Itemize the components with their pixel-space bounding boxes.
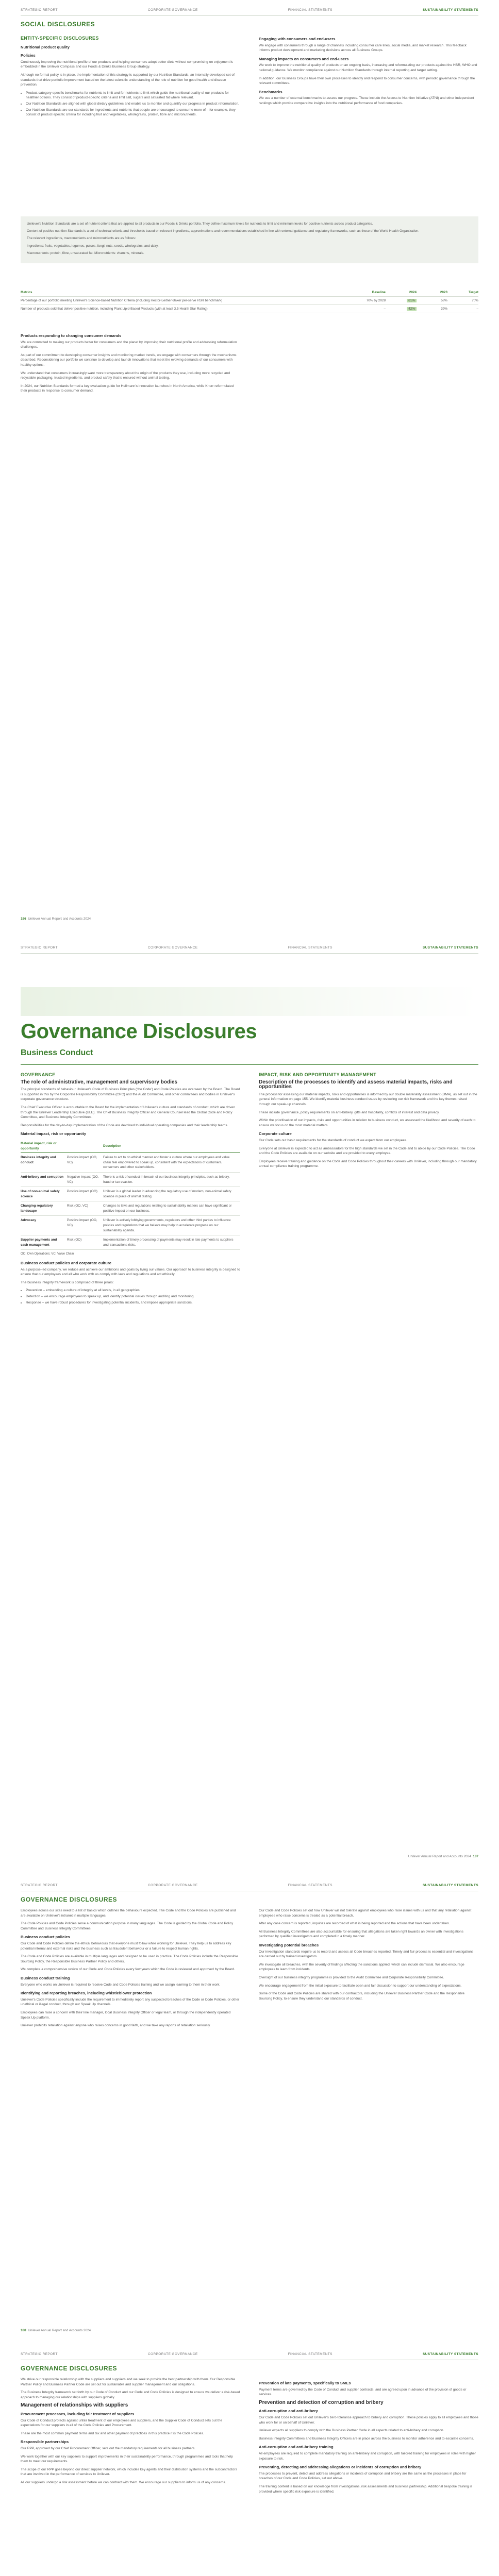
cell-highlight: 61%: [407, 299, 417, 302]
paragraph: We understand that consumers increasingly want more transparency about the origin of the products they use, including more recycled and recyclable packaging, trusted ingredients, and product safety that is ensured without animal testing.: [21, 371, 230, 380]
section-heading: IMPACT, RISK AND OPPORTUNITY MANAGEMENT: [259, 1072, 377, 1077]
paragraph: All employees are required to complete mandatory training on anti-bribery and corruption, with tailored training for employees in roles with higher exposure to risk.: [259, 2451, 476, 2461]
section-label: SOCIAL DISCLOSURES: [21, 21, 95, 28]
paragraph: The Business Integrity framework set forth by our Code of Conduct and our Code and Code Policies is designed to ensure we deliver a risk-based approach to managing our relationships with suppliers globally.: [21, 2391, 240, 2399]
table-row: [21, 1187, 240, 1201]
footer-text: Unilever Annual Report and Accounts 2024: [408, 1855, 471, 1858]
nav-sustainability-statements[interactable]: SUSTAINABILITY STATEMENTS: [422, 2352, 478, 2356]
divider: [21, 15, 478, 16]
nav-corporate-governance[interactable]: CORPORATE GOVERNANCE: [147, 1884, 198, 1887]
paragraph: Content of positive nutrition Standards is a set of technical criteria and thresholds based on relevant ingredients, approximations and recommendations established in line with external guidance and regulatory frameworks, such as those of the World Health Organization.: [27, 229, 420, 233]
cell: Risk (OO, VC): [67, 1201, 103, 1216]
subheading: Prevention and detection of corruption and bribery: [259, 2399, 384, 2405]
paragraph: Our Code and Code Policies set out Unilever's zero-tolerance approach to bribery and corruption. These policies apply to all employees and those who work for or on behalf of Unilever.: [259, 2415, 478, 2425]
paragraph: After any case concern is reported, inquiries are recorded of what is being reported and the actions that have been undertaken.: [259, 1922, 450, 1926]
page-number: 187: [473, 1855, 478, 1858]
paragraph: We encourage engagement from the initial exposure to facilitate open and fair discussion to support our understanding of expectations.: [259, 1984, 462, 1988]
col-header: Baseline: [372, 291, 386, 294]
nav-strategic-report[interactable]: STRATEGIC REPORT: [21, 1884, 58, 1887]
table-row: [21, 1153, 240, 1173]
nav-financial-statements[interactable]: FINANCIAL STATEMENTS: [288, 946, 332, 950]
subheading: Responsible partnerships: [21, 2439, 69, 2445]
subheading: Corporate culture: [259, 1131, 292, 1137]
cell: Business integrity and conduct: [21, 1153, 67, 1173]
left-column-lower: [21, 330, 240, 397]
table-row: [21, 1216, 240, 1235]
paragraph: Our Code and Code Policies define the ethical behaviours that everyone must follow while working for Unilever. They help us to address key potential internal and external risks and the business such as fraudulent behaviour or a failure to respect human rights.: [21, 1941, 231, 1951]
subheading: Products responding to changing consumer demands: [21, 333, 122, 338]
page-governance-disclosures-3: [0, 2344, 499, 2576]
cell: There is a risk of conduct in breach of our business integrity principles, such as bribery, fraud or tax evasion.: [103, 1172, 240, 1187]
col-header: [67, 1140, 103, 1153]
table-row: [21, 297, 478, 305]
paragraph: Our investigation standards require us to record and assess all Code breaches reported. Timely and fair process is essential and investigations are carried out by trained investigators.: [259, 1950, 474, 1959]
left-column: [21, 33, 240, 121]
cell: Changes to laws and regulations relating to sustainability matters can have significant or positive impact on our business.: [103, 1201, 240, 1216]
list-item: • Response – we have robust procedures for investigating potential incidents, and impose appropriate sanctions.: [26, 1300, 240, 1306]
cell: Implementation of timely processing of payments may result in late payments to suppliers and transactions risks.: [103, 1235, 240, 1250]
bullet-list: [26, 91, 240, 117]
cell: Positive impact (OO): [67, 1187, 103, 1201]
paragraph: Ingredients: fruits, vegetables, legumes, pulses, fungi, nuts, seeds, wholegrains, and dairy.: [27, 244, 159, 248]
cell-highlight: 42%: [407, 307, 417, 311]
cell: Unilever is a global leader in advancing the regulatory use of modern, non-animal safety science in place of animal testing.: [103, 1187, 240, 1201]
row-label: Number of products sold that deliver positive nutrition, including Plant Lipid-Based Products (with at least 3.5 Health Star Rating): [21, 307, 208, 311]
subheading: Preventing, detecting and addressing allegations or incidents of corruption and bribery: [259, 2465, 422, 2470]
list-item: • Our Nutrition Standards are aligned with global dietary guidelines and enable us to monitor and quantify our progress in product reformulation.: [26, 101, 240, 107]
cell: Advocacy: [21, 1216, 67, 1235]
paragraph: The business integrity framework is comprised of three pillars:: [21, 1280, 114, 1284]
top-nav: [21, 1884, 478, 1887]
subheading: Managing impacts on consumers and end-users: [259, 56, 349, 61]
row-label: Percentage of our portfolio meeting Unilever's Science-based Nutrition Criteria (including Hector-Leitner-Baker per-serve HSR benchmark): [21, 299, 223, 302]
paragraph: Responsibilities for the day-to-day implementation of the Code are devolved to individual operating companies and their leadership teams.: [21, 1123, 228, 1127]
subheading: Policies: [21, 53, 36, 58]
table-row: [21, 305, 478, 313]
paragraph: The training content is based on our knowledge from investigations, risk assessments and business partnership. Additional bespoke training is provided where specific risk exposure is identified.: [259, 2484, 473, 2494]
section-label: GOVERNANCE DISCLOSURES: [21, 1896, 118, 1903]
nav-financial-statements[interactable]: FINANCIAL STATEMENTS: [288, 8, 332, 12]
cell: Unilever is actively lobbying governments, regulators and other third parties to influence policies and regulations that we believe may help to accelerate progress on our sustainability agenda.: [103, 1216, 240, 1235]
cell: Failure to act to do ethical manner and foster a culture where our employees and value chain feel empowered to speak up, consistent with the expectations of customers, consumers and other stakeholders.: [103, 1153, 240, 1173]
paragraph: The Chief Executive Officer is accountable to the Board for the implementation of Unilever's culture and standards of conduct, which are driven through the Unilever Leadership Executive (ULE). The Chief Business Integrity Officer and General Counsel lead the Global Code and Policy Committee, and Business Integrity Committees.: [21, 1105, 236, 1120]
page-subtitle: Business Conduct: [21, 1048, 93, 1057]
section-heading: ENTITY-SPECIFIC DISCLOSURES: [21, 36, 99, 41]
footer: [21, 2329, 91, 2332]
cell: Positive impact (OO, VC): [67, 1153, 103, 1173]
paragraph: Business Integrity Committees and Business Integrity Officers are in place across the business to monitor adherence and to escalate concerns.: [259, 2436, 474, 2441]
col-header: Material impact, risk or opportunity: [21, 1140, 67, 1153]
paragraph: The Code and Code Policies are available in multiple languages and designed to be used in practice. The Code Policies include the Responsible Sourcing Policy, the Responsible Business Partner Policy and others.: [21, 1955, 238, 1963]
nav-financial-statements[interactable]: FINANCIAL STATEMENTS: [288, 2352, 332, 2356]
nav-strategic-report[interactable]: STRATEGIC REPORT: [21, 946, 58, 950]
paragraph: These are the most common payment terms and tax and other payment of practices in this practice it is the Code Policies.: [21, 2431, 204, 2435]
top-nav: [21, 2352, 478, 2356]
left-column: [21, 1070, 240, 1308]
nav-corporate-governance[interactable]: CORPORATE GOVERNANCE: [147, 8, 198, 12]
paragraph: Employees can raise a concern with their line manager, local Business Integrity Officer or legal team, or through the independently operated Speak Up platform.: [21, 2010, 231, 2020]
paragraph: Oversight of our business integrity programme is provided to the Audit Committee and Corporate Responsibility Committee.: [259, 1975, 444, 1979]
paragraph: The Code Policies and Code Policies serve a communication purpose in many languages. The Code is guided by the Global Code and Policy Committee and Business Integrity Committees.: [21, 1922, 234, 1930]
cell: 70% by 2028: [366, 299, 386, 302]
nav-sustainability-statements[interactable]: SUSTAINABILITY STATEMENTS: [422, 946, 478, 950]
list-item: • Prevention – embedding a culture of integrity at all levels, in all geographies.: [26, 1288, 240, 1293]
paragraph: We are committed to making our products better for consumers and the planet by improving their nutritional profile and addressing reformulation challenges.: [21, 340, 237, 349]
subheading: The role of administrative, management and supervisory bodies: [21, 1079, 177, 1085]
header-band: [21, 987, 478, 1016]
cell: Changing regulatory landscape: [21, 1201, 67, 1216]
paragraph: Macronutrients: protein, fibre, unsaturated fat. Micronutrients: vitamins, minerals.: [27, 251, 144, 255]
list-item: • Our Nutrition Standards are our standards for ingredients and nutrients that people are encouraged to consume more of – for example, they consist of product-specific criteria for including fruit and vegetables, wholegrains, protein, fibre and micronutrients.: [26, 108, 240, 117]
subheading: Business conduct policies and corporate culture: [21, 1261, 111, 1266]
paragraph: Unilever expects all suppliers to comply with the Business Partner Code in all aspects related to anti-bribery and corruption.: [259, 2429, 444, 2433]
paragraph: As part of our commitment to developing consumer insights and monitoring market trends, we engage with consumers through the mechanisms described. Reconsidering our portfolio we continue to develop and launch innovations that meet the evolving demands of our consumers with healthy options.: [21, 353, 237, 367]
footer: [408, 1855, 478, 1858]
col-header: 2023: [440, 291, 447, 294]
table-note: OO: Own Operations; VC: Value Chain: [21, 1252, 74, 1256]
paragraph: The relevant ingredients, macronutrients and micronutrients are as follows:: [27, 236, 136, 241]
paragraph: We investigate all breaches, with the severity of findings affecting the sanctions applied, which can include dismissal. We also encourage employees to learn from incidents.: [259, 1962, 464, 1972]
list-item: • Detection – we encourage employees to speak up, and identify potential issues through auditing and monitoring.: [26, 1294, 240, 1299]
footer-text: Unilever Annual Report and Accounts 2024: [28, 2329, 91, 2332]
paragraph: In addition, our Business Groups have their own processes to identify and respond to consumer concerns, with periodic governance through the relevant committees.: [259, 76, 475, 86]
cell: Anti-bribery and corruption: [21, 1172, 67, 1187]
page-title: Governance Disclosures: [21, 1020, 257, 1043]
subheading: Management of relationships with suppliers: [21, 2402, 128, 2409]
subheading: Business conduct training: [21, 1975, 70, 1980]
table-header: [21, 1140, 240, 1153]
paragraph: We strive our responsible relationship with the suppliers and suppliers and we seek to provide the best partnership with them. Our Responsible Partner Policy and Business Partner Code are set out for sustainable and supplier management and our obligations.: [21, 2378, 236, 2386]
cell: –: [384, 307, 386, 311]
table-row: [21, 1172, 240, 1187]
subheading: Anti-corruption and anti-bribery: [259, 2409, 318, 2414]
nav-sustainability-statements[interactable]: SUSTAINABILITY STATEMENTS: [422, 1884, 478, 1887]
list-item: • Product category-specific benchmarks for nutrients to limit and for nutrients to limit which guide the nutritional quality of our products for healthier options. They consist of product-specific criteria and limit salt, sugars and saturated fat where relevant.: [26, 91, 240, 100]
col-header: Target: [468, 291, 478, 294]
paragraph: All Business Integrity Committees are also accountable for ensuring that allegations are taken right towards an owner with investigations performed by qualified investigators and completed in a timely manner.: [259, 1929, 463, 1939]
iro-table: [21, 1140, 240, 1250]
nav-strategic-report[interactable]: STRATEGIC REPORT: [21, 2352, 58, 2356]
right-column: [259, 1908, 478, 2004]
paragraph: We work together with our key suppliers to support improvements in their sustainability performance, through programmes and tools that help them to meet our requirements.: [21, 2454, 233, 2464]
col-header: Metrics: [21, 291, 32, 294]
paragraph: The scope of our RPP goes beyond our direct supplier network, which includes key agents and their distribution systems and the subcontractors that are involved in the performance of services to Unilever.: [21, 2467, 237, 2477]
paragraph: Although no formal policy is in place, the implementation of this strategy is supported by our Nutrition Standards, an internally developed set of standards that drive portfolio improvement based on the latest scientific understanding of the role of nutrition for good health and disease prevention.: [21, 73, 235, 87]
col-header: Description: [103, 1140, 240, 1153]
page-social-disclosures: [0, 0, 499, 938]
cell: 70%: [472, 299, 478, 302]
right-column: [259, 2377, 478, 2497]
page-governance-disclosures: [0, 938, 499, 1875]
nav-corporate-governance[interactable]: CORPORATE GOVERNANCE: [147, 946, 198, 950]
left-column: [21, 2377, 240, 2488]
paragraph: These include governance, policy requirements on anti-bribery, gifts and hospitality, conflicts of interest and data privacy.: [259, 1110, 440, 1114]
definition-box: [21, 216, 478, 263]
subheading: Engaging with consumers and end-users: [259, 37, 336, 41]
paragraph: Some of the Code and Code Policies are shared with our contractors, including the Unilever Business Partner Code and the Responsible Sourcing Policy, to ensure they understand our standards of conduct.: [259, 1992, 465, 2001]
paragraph: Continuously improving the nutritional profile of our products and helping consumers adopt better diets without compromising on enjoyment is embedded in the Unilever Compass and our Foods & Drinks Business Group strategy.: [21, 60, 233, 69]
subheading: Nutritional product quality: [21, 44, 70, 49]
top-nav: [21, 946, 478, 950]
subheading: Identifying and reporting breaches, including whistleblower protection: [21, 1991, 152, 1996]
paragraph: Employees across our sites need to a list of basics which outlines the behaviours expected. The Code and the Code Policies are published and are available on Unilever's intranet in multiple languages.: [21, 1909, 236, 1918]
left-column: [21, 1908, 240, 2031]
paragraph: The processes to prevent, detect and address allegations or incidents of corruption and bribery are the same as the processes in place for breaches of our Code and Code Policies, set out above.: [259, 2471, 467, 2481]
paragraph: We use a number of external benchmarks to assess our progress. These include the Access to Nutrition Initiative (ATNI) and other independent rankings which provide comparative insights into the nutritional performance of food companies.: [259, 96, 474, 105]
footer: [21, 917, 91, 921]
subheading: Material impact, risk or opportunity: [21, 1131, 87, 1137]
bullet-list: [26, 1288, 240, 1305]
page-governance-disclosures-2: [0, 1875, 499, 2344]
paragraph: We work to improve the nutritional quality of products on an ongoing basis, increasing and reformulating our products against the HSR, WHO and national guidance. We monitor compliance against our Nutrition Standards through internal reporting and target setting.: [259, 63, 477, 72]
paragraph: Our Code sets out basic requirements for the standards of conduct we expect from our employees.: [259, 1138, 408, 1142]
top-nav: [21, 8, 478, 12]
section-label: GOVERNANCE DISCLOSURES: [21, 2365, 118, 2372]
paragraph: We engage with consumers through a range of channels including consumer care lines, social media, and market research. This feedback informs product development and marketing decisions across all Business Groups.: [259, 43, 467, 53]
footer-text: Unilever Annual Report and Accounts 2024: [28, 917, 91, 921]
subheading: Benchmarks: [259, 89, 282, 94]
nav-sustainability-statements[interactable]: SUSTAINABILITY STATEMENTS: [422, 8, 478, 12]
cell: Supplier payments and cash management: [21, 1235, 67, 1250]
paragraph: Unilever's Nutrition Standards are a set of nutrient criteria that are applied to all products in our Foods & Drinks portfolio. They define maximum levels for nutrients to limit and minimum levels for positive nutrients across product categories.: [27, 222, 373, 226]
right-column: [259, 33, 478, 109]
metrics-table: [21, 289, 478, 313]
subheading: Business conduct policies: [21, 1935, 70, 1940]
table-row: [21, 1201, 240, 1216]
paragraph: Unilever prohibits retaliation against anyone who raises concerns in good faith, and we take any reports of retaliation seriously.: [21, 2024, 211, 2028]
cell: 39%: [441, 307, 447, 311]
cell: Use of non-animal safety science: [21, 1187, 67, 1201]
subheading: Procurement processes, including fair treatment of suppliers: [21, 2411, 135, 2416]
paragraph: Employees receive training and guidance on the Code and Code Policies throughout their careers with Unilever, including through our mandatory annual compliance training programme.: [259, 1159, 477, 1168]
cell: Risk (OO): [67, 1235, 103, 1250]
paragraph: Our Code and Code Policies set out how Unilever will not tolerate against employees who raise issues with us and that any retaliation against employees who raise concerns is treated as a potential breach.: [259, 1909, 472, 1918]
divider: [21, 1064, 478, 1065]
subheading: Anti-corruption and anti-bribery training: [259, 2445, 334, 2450]
paragraph: In 2024, our Nutrition Standards formed a key evaluation guide for Hellmann's innovation launches in North America, while Knorr reformulated their products in response to consumer demand.: [21, 384, 234, 393]
subheading: Investigating potential breaches: [259, 1942, 319, 1947]
paragraph: Our Code of Conduct protects against unfair treatment of our employees and suppliers, and the Supplier Code of Conduct sets out the expectations for our suppliers in all of the Code Policies and Procurement.: [21, 2418, 223, 2428]
paragraph: As a purpose-led company, we reduce and achieve our ambitions and goals by living our values. Our approach to business integrity is designed to ensure that our employees and all who work with us comply with laws and regulations and act ethically.: [21, 1267, 240, 1277]
subheading: Description of the processes to identify and assess material impacts, risks and opportunities: [259, 1079, 453, 1090]
subheading: Prevention of late payments, specifically to SMEs: [259, 2381, 351, 2385]
paragraph: Our RPP, approved by our Chief Procurement Officer, sets out the mandatory requirements for all business partners.: [21, 2446, 196, 2450]
paragraph: We complete a comprehensive review of our Code and Code Policies every few years which the Code is reviewed and approved by the Board.: [21, 1968, 235, 1972]
cell: 58%: [441, 299, 447, 302]
page-number: 188: [21, 2329, 26, 2332]
nav-strategic-report[interactable]: STRATEGIC REPORT: [21, 8, 58, 12]
divider: [21, 953, 478, 954]
paragraph: Unilever's Code Policies specifically include the requirement to immediately report any suspected breaches of the Code or Code Policies, or other unethical or illegal conduct, through our Speak Up channels.: [21, 1997, 240, 2007]
cell: Negative impact (OO, VC): [67, 1172, 103, 1187]
paragraph: Payment terms are governed by the Code of Conduct and supplier contracts, and are agreed upon in advance of the provision of goods or services.: [259, 2387, 467, 2397]
paragraph: The process for assessing our material impacts, risks and opportunities is informed by our double materiality assessment (DMA), as set out in the general information on page 155. We identify material business conduct issues by reviewing our risk framework and the key themes raised through our speak-up channels.: [259, 1092, 477, 1106]
paragraph: Within the prioritisation of our impacts, risks and opportunities in relation to business conduct, we assessed the likelihood and severity of each to ensure we focus on the most material matters.: [259, 1118, 476, 1127]
cell: –: [476, 307, 478, 311]
page-number: 186: [21, 917, 26, 921]
table-header: [21, 289, 478, 297]
paragraph: Everyone at Unilever is expected to act as ambassadors for the high standards we set in the Code and to abide by our Code Policies. The Code and the Code Policies are available on our website and are provided to every employee.: [259, 1146, 475, 1156]
cell: Positive impact (OO, VC): [67, 1216, 103, 1235]
table-row: [21, 1235, 240, 1250]
nav-corporate-governance[interactable]: CORPORATE GOVERNANCE: [147, 2352, 198, 2356]
section-heading: GOVERNANCE: [21, 1072, 56, 1077]
right-column: [259, 1070, 478, 1172]
nav-financial-statements[interactable]: FINANCIAL STATEMENTS: [288, 1884, 332, 1887]
paragraph: The principal standards of behaviour Unilever's Code of Business Principles ('the Code') and Code Policies are overseen by the Board. The Board is supported in this by the Corporate Responsibility Committee (CRC) and the Audit Committee, and other committees and bodies in Unilever's corporate governance structure.: [21, 1088, 240, 1101]
paragraph: Everyone who works on Unilever is required to receive Code and Code Policies training and we assign learning to them in their work.: [21, 1982, 221, 1987]
paragraph: All our suppliers undergo a risk assessment before we can contract with them. We encourage our suppliers to inform us of any concerns.: [21, 2480, 226, 2484]
col-header: 2024: [409, 291, 417, 294]
